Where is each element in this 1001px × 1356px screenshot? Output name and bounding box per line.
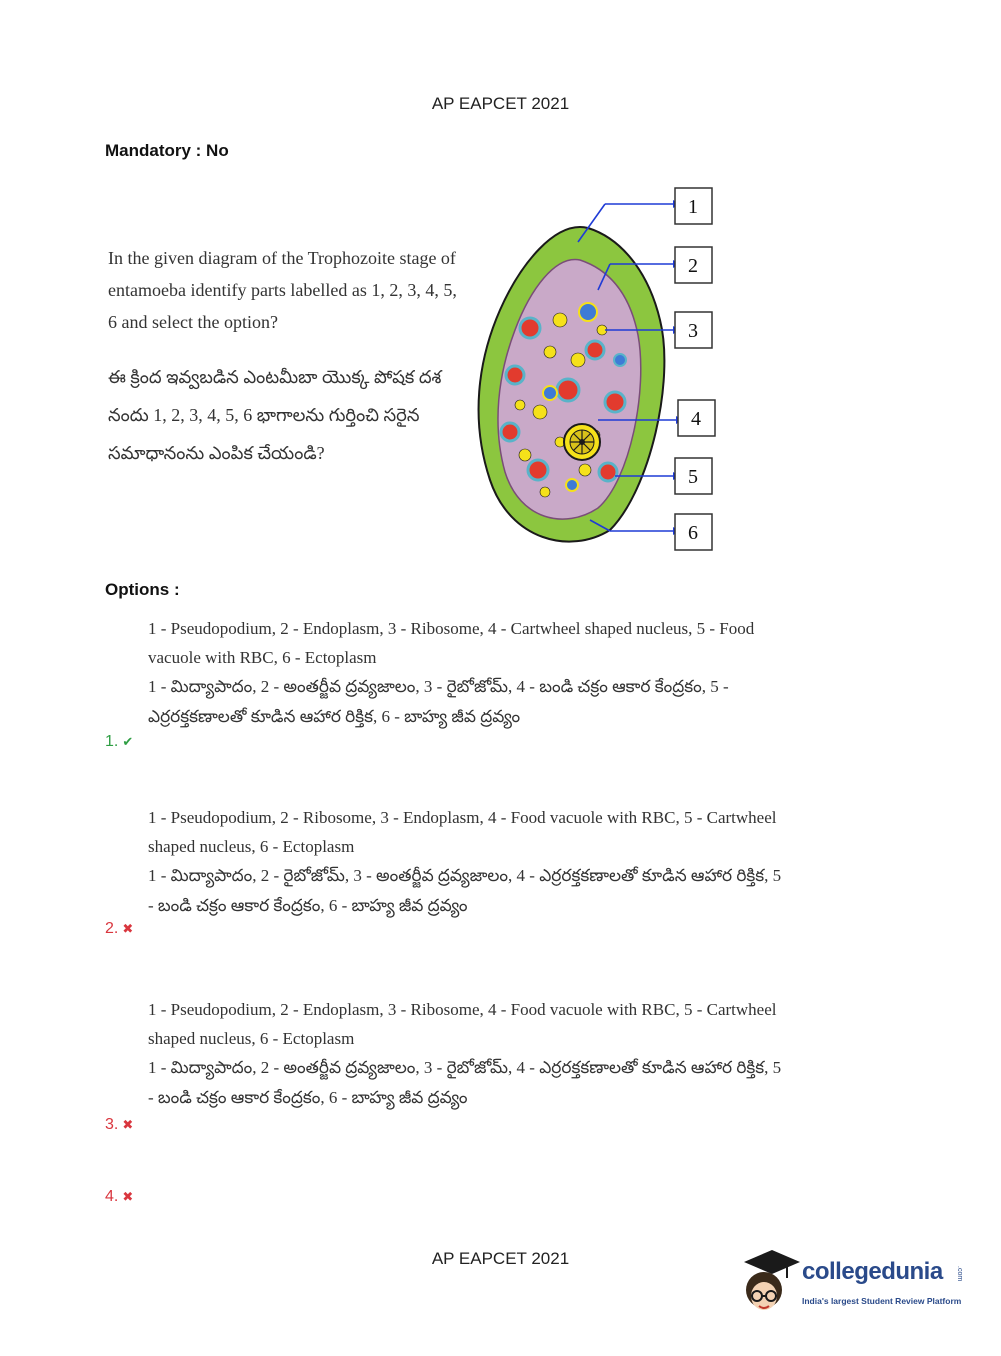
option-3-label: 3. — [105, 1116, 119, 1133]
page-footer: AP EAPCET 2021 — [431, 1249, 570, 1268]
label-3: 3 — [688, 320, 698, 342]
option-4-number[interactable] — [105, 1188, 133, 1206]
label-boxes — [675, 188, 715, 550]
option-2-number[interactable] — [105, 920, 133, 938]
mandatory-label: Mandatory : No — [105, 141, 229, 160]
cross-icon: ✖ — [122, 921, 134, 936]
option-4-label: 4. — [105, 1188, 119, 1205]
option-2-english: 1 - Pseudopodium, 2 - Ribosome, 3 - Endoplasm, 4 - Food vacuole with RBC, 5 - Cartwheel shaped nucleus, 6 - Ectoplasm — [148, 808, 777, 856]
question-text — [108, 242, 468, 472]
label-2: 2 — [688, 255, 698, 277]
cartwheel-nucleus — [564, 424, 600, 460]
question-english: In the given diagram of the Trophozoite stage of entamoeba identify parts labelled as 1, 2, 3, 4, 5, 6 and select the option? — [108, 248, 457, 332]
logo-brand: collegedunia — [802, 1258, 943, 1285]
collegedunia-logo — [742, 1248, 972, 1318]
option-1-english: 1 - Pseudopodium, 2 - Endoplasm, 3 - Ribosome, 4 - Cartwheel shaped nucleus, 5 - Food vacuole with RBC, 6 - Ectoplasm — [148, 619, 755, 667]
label-1: 1 — [688, 196, 698, 218]
cross-icon: ✖ — [122, 1189, 134, 1204]
option-1-number[interactable] — [105, 733, 133, 751]
option-1-label: 1. — [105, 733, 119, 750]
option-1-text[interactable] — [148, 614, 788, 732]
label-4: 4 — [691, 408, 701, 430]
question-telugu: ఈ క్రింద ఇవ్వబడిన ఎంటమీబా యొక్క పోషక దశ నందు 1, 2, 3, 4, 5, 6 భాగాలను గుర్తించి సరైన సమాధానంను ఎంపిక చేయండి? — [108, 367, 442, 463]
mascot-icon — [742, 1248, 802, 1318]
option-2-telugu: 1 - మిద్యాపాదం, 2 - రైబోజోమ్, 3 - అంతర్జీవ ద్రవ్యజాలం, 4 - ఎర్రరక్తకణాలతో కూడిన ఆహార రిక్తిక, 5 - బండి చక్రం ఆకార కేంద్రకం, 6 - బాహ్య జీవ ద్రవ్యం — [148, 866, 782, 915]
trophozoite-diagram — [470, 180, 730, 560]
option-1-telugu: 1 - మిద్యాపాదం, 2 - అంతర్జీవ ద్రవ్యజాలం, 3 - రైబోజోమ్, 4 - బండి చక్రం ఆకార కేంద్రకం, 5 - ఎర్రరక్తకణాలతో కూడిన ఆహార రిక్తిక, 6 - బాహ్య జీవ ద్రవ్యం — [148, 677, 729, 726]
option-2-text[interactable] — [148, 803, 788, 921]
option-3-english: 1 - Pseudopodium, 2 - Endoplasm, 3 - Ribosome, 4 - Food vacuole with RBC, 5 - Cartwheel shaped nucleus, 6 - Ectoplasm — [148, 1000, 777, 1048]
label-5: 5 — [688, 466, 698, 488]
option-2-label: 2. — [105, 920, 119, 937]
logo-suffix: .com — [956, 1266, 963, 1282]
option-3-text[interactable] — [148, 995, 788, 1113]
label-6: 6 — [688, 522, 698, 544]
cross-icon: ✖ — [122, 1117, 134, 1132]
options-heading: Options : — [105, 580, 180, 599]
check-icon: ✔ — [122, 734, 134, 749]
logo-tagline: India's largest Student Review Platform — [802, 1296, 962, 1306]
option-3-number[interactable] — [105, 1116, 133, 1134]
option-3-telugu: 1 - మిద్యాపాదం, 2 - అంతర్జీవ ద్రవ్యజాలం, 3 - రైబోజోమ్, 4 - ఎర్రరక్తకణాలతో కూడిన ఆహార రిక్తిక, 5 - బండి చక్రం ఆకార కేంద్రకం, 6 - బాహ్య జీవ ద్రవ్యం — [148, 1058, 782, 1107]
page-header: AP EAPCET 2021 — [431, 94, 570, 113]
